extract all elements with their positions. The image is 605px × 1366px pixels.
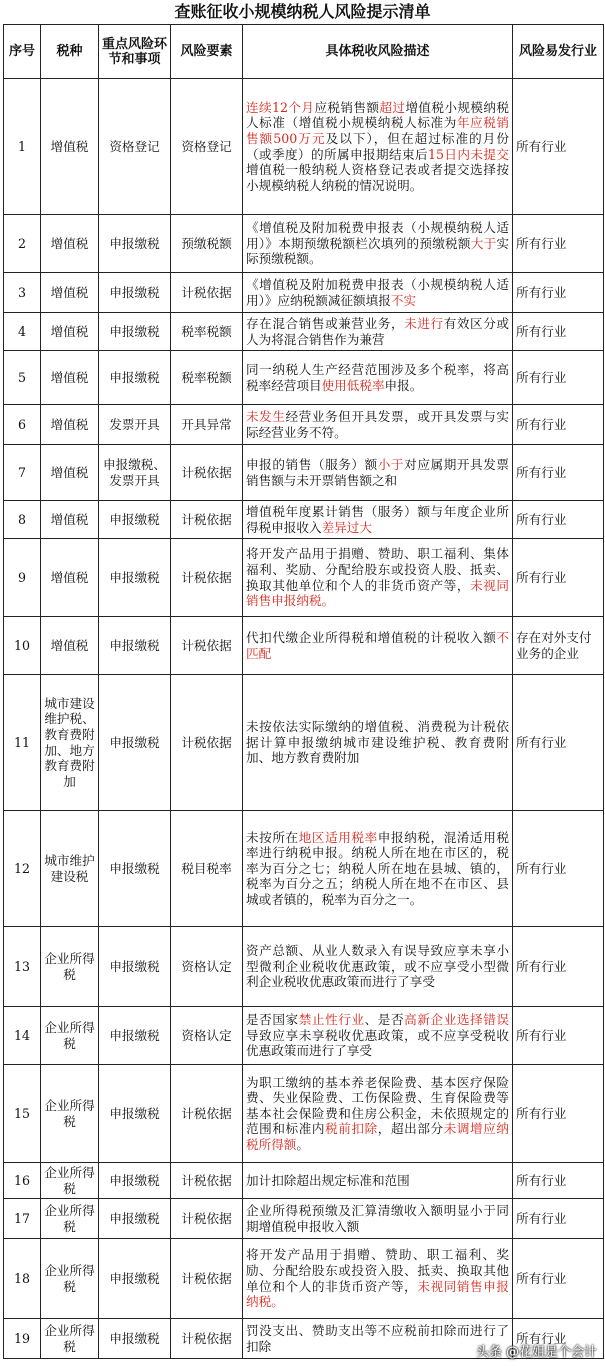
cell-industry: 所有行业 xyxy=(513,1065,604,1163)
cell-element: 预缴税额 xyxy=(171,215,243,273)
cell-industry: 所有行业 xyxy=(513,675,604,811)
cell-element: 计税依据 xyxy=(171,617,243,675)
desc-text: 应税销售额 xyxy=(314,99,380,115)
cell-industry: 所有行业 xyxy=(513,539,604,617)
desc-text: 同一纳税人生产经营范围涉及多个税率，将高税率经营项目 xyxy=(246,361,509,393)
highlight-text: 不匹配 xyxy=(246,629,509,661)
table-row xyxy=(4,1007,604,1065)
table-row xyxy=(4,1199,604,1239)
cell-desc xyxy=(243,273,513,313)
cell-no: 17 xyxy=(4,1199,41,1239)
cell-no: 16 xyxy=(4,1163,41,1199)
cell-desc xyxy=(243,1065,513,1163)
cell-no: 4 xyxy=(4,313,41,351)
cell-desc xyxy=(243,501,513,539)
cell-stage: 申报缴税 xyxy=(99,811,171,927)
cell-stage: 申报缴税 xyxy=(99,675,171,811)
cell-industry: 所有行业 xyxy=(513,927,604,1007)
cell-industry: 所有行业 xyxy=(513,1319,604,1359)
desc-text: 对应属期开具发票销售额与未开票销售额之和 xyxy=(246,456,510,488)
cell-stage: 申报缴税 xyxy=(99,617,171,675)
cell-no: 9 xyxy=(4,539,41,617)
cell-stage: 申报缴税 xyxy=(99,313,171,351)
highlight-text: 连续12个月 xyxy=(246,99,315,115)
table-row xyxy=(4,215,604,273)
table-row xyxy=(4,501,604,539)
cell-no: 5 xyxy=(4,351,41,405)
table-row xyxy=(4,1163,604,1199)
table-header-row xyxy=(4,25,604,79)
cell-tax: 增值税 xyxy=(41,351,99,405)
highlight-text: 不实 xyxy=(390,292,417,308)
highlight-text: 禁止性行业 xyxy=(298,1012,365,1028)
highlight-text: 差异过大 xyxy=(321,519,372,535)
desc-text: 是否国家 xyxy=(246,1012,299,1028)
cell-industry: 所有行业 xyxy=(513,79,604,215)
watermark: 头条 @花姐是个会计 xyxy=(475,1345,597,1360)
cell-tax: 增值税 xyxy=(41,273,99,313)
header-element: 风险要素 xyxy=(171,25,243,79)
cell-stage: 申报缴税 xyxy=(99,1199,171,1239)
cell-tax: 城市建设维护税、教育费附加、地方教育费附加 xyxy=(41,675,99,811)
cell-tax: 企业所得税 xyxy=(41,1199,99,1239)
highlight-text: 使用低税率 xyxy=(321,377,385,393)
desc-text: 增值税一般纳税人资格登记表或者提交选择按小规模纳税人纳税的情况说明。 xyxy=(246,162,509,193)
cell-no: 8 xyxy=(4,501,41,539)
cell-element: 税目税率 xyxy=(171,811,243,927)
table-row xyxy=(4,351,604,405)
highlight-text: 未进行 xyxy=(404,315,444,331)
cell-desc xyxy=(243,351,513,405)
desc-text: 加计扣除超出规定标准和范围 xyxy=(246,1172,410,1188)
cell-stage: 申报缴税 xyxy=(99,501,171,539)
header-tax: 税种 xyxy=(41,25,99,79)
cell-desc xyxy=(243,405,513,445)
page-title: 查账征收小规模纳税人风险提示清单 xyxy=(174,2,431,21)
cell-tax: 城市维护建设税 xyxy=(41,811,99,927)
cell-element: 计税依据 xyxy=(171,1239,243,1319)
desc-text: 经营业务但开具发票，或开具发票与实际经营业务不符。 xyxy=(246,408,510,440)
desc-text: 增值税年度累计销售（服务）额与年度企业所得税申报收入 xyxy=(246,503,509,535)
cell-stage: 申报缴税 xyxy=(99,1007,171,1065)
cell-element: 计税依据 xyxy=(171,1319,243,1359)
highlight-text: 小于 xyxy=(377,456,405,472)
cell-desc xyxy=(243,1007,513,1065)
cell-tax: 增值税 xyxy=(41,617,99,675)
highlight-text: 未发生 xyxy=(246,408,286,424)
cell-no: 14 xyxy=(4,1007,41,1065)
table-row xyxy=(4,539,604,617)
cell-element: 资格认定 xyxy=(171,1007,243,1065)
cell-element: 税率税额 xyxy=(171,313,243,351)
highlight-text: 未视同销售申报纳税。 xyxy=(246,1278,510,1310)
table-row xyxy=(4,273,604,313)
header-desc: 具体税收风险描述 xyxy=(243,25,513,79)
cell-element: 计税依据 xyxy=(171,445,243,501)
table-body xyxy=(4,79,604,1359)
cell-tax: 企业所得税 xyxy=(41,1319,99,1359)
cell-element: 计税依据 xyxy=(171,1199,243,1239)
cell-no: 13 xyxy=(4,927,41,1007)
cell-desc xyxy=(243,445,513,501)
desc-text: 、是否 xyxy=(364,1012,405,1028)
cell-tax: 增值税 xyxy=(41,215,99,273)
cell-no: 18 xyxy=(4,1239,41,1319)
desc-text: ，超出部分 xyxy=(377,1121,444,1137)
cell-no: 3 xyxy=(4,273,41,313)
cell-desc xyxy=(243,313,513,351)
cell-no: 1 xyxy=(4,79,41,215)
table-row xyxy=(4,675,604,811)
table-row xyxy=(4,313,604,351)
table-row xyxy=(4,1239,604,1319)
desc-text: 未按依法实际缴纳的增值税、消费税为计税依据计算申报缴纳城市建设维护税、教育费附加、地方教育费附加 xyxy=(246,719,509,766)
header-industry: 风险易发行业 xyxy=(513,25,604,79)
desc-text: 。 xyxy=(296,1136,309,1152)
header-no: 序号 xyxy=(4,25,41,79)
cell-stage: 申报缴税 xyxy=(99,1319,171,1359)
desc-text: 为职工缴纳的基本养老保险费、基本医疗保险费、失业保险费、工伤保险费、生育保险费等基本社会保险费和住房公积金，未依照规定的范围和标准内 xyxy=(246,1074,509,1137)
cell-element: 资格登记 xyxy=(171,79,243,215)
desc-text: 资产总额、从业人数录入有误导致应享未享小型微利企业税收优惠政策，或不应享受小型微利企业税收优惠政策而进行了享受 xyxy=(246,943,509,990)
highlight-text: 高新企业选择错误 xyxy=(404,1012,510,1028)
cell-element: 计税依据 xyxy=(171,501,243,539)
desc-text: 申报纳税，混淆适用税率进行纳税申报。纳税人所在地在市区的，税率为百分之七；纳税人所在地在县城、镇的，税率为百分之五；纳税人所在地不在市区、县城或者镇的，税率为百分之一。 xyxy=(246,829,510,907)
cell-element: 计税依据 xyxy=(171,1163,243,1199)
cell-no: 12 xyxy=(4,811,41,927)
cell-stage: 申报缴税 xyxy=(99,273,171,313)
desc-text: 导致应享未享税收优惠政策，或不应享受税收优惠政策而进行了享受 xyxy=(246,1027,509,1059)
risk-table xyxy=(3,24,604,1359)
cell-desc xyxy=(243,1199,513,1239)
desc-text: 增值税小规模纳税人标准（增值税小规模纳税人标准为 xyxy=(246,99,510,131)
header-stage: 重点风险环节和事项 xyxy=(99,25,171,79)
cell-stage: 申报缴税、发票开具 xyxy=(99,445,171,501)
cell-tax: 增值税 xyxy=(41,79,99,215)
cell-desc xyxy=(243,1239,513,1319)
cell-stage: 申报缴税 xyxy=(99,1163,171,1199)
cell-industry: 所有行业 xyxy=(513,1163,604,1199)
cell-industry: 所有行业 xyxy=(513,351,604,405)
table-row xyxy=(4,1065,604,1163)
cell-stage: 申报缴税 xyxy=(99,927,171,1007)
cell-tax: 增值税 xyxy=(41,445,99,501)
desc-text: 未按所在 xyxy=(246,829,299,845)
cell-element: 税率税额 xyxy=(171,351,243,405)
table-row xyxy=(4,927,604,1007)
desc-text: 申报的销售（服务）额 xyxy=(246,456,378,472)
table-row xyxy=(4,811,604,927)
cell-tax: 企业所得税 xyxy=(41,1163,99,1199)
cell-industry: 所有行业 xyxy=(513,405,604,445)
cell-stage: 申报缴税 xyxy=(99,215,171,273)
desc-text: 及以下），但在超过标准的月份（或季度）的所属申报期结束后 xyxy=(246,130,509,162)
cell-desc xyxy=(243,1163,513,1199)
cell-stage: 申报缴税 xyxy=(99,539,171,617)
cell-stage: 申报缴税 xyxy=(99,1239,171,1319)
cell-no: 15 xyxy=(4,1065,41,1163)
cell-desc xyxy=(243,1319,513,1359)
cell-no: 10 xyxy=(4,617,41,675)
cell-tax: 企业所得税 xyxy=(41,1239,99,1319)
cell-desc xyxy=(243,79,513,215)
cell-desc xyxy=(243,811,513,927)
cell-stage: 申报缴税 xyxy=(99,1065,171,1163)
cell-desc xyxy=(243,215,513,273)
highlight-text: 年应税销售额500万元 xyxy=(246,115,510,146)
cell-desc xyxy=(243,539,513,617)
cell-tax: 增值税 xyxy=(41,405,99,445)
cell-tax: 增值税 xyxy=(41,501,99,539)
desc-text: 罚没支出、赞助支出等不应税前扣除而进行了扣除 xyxy=(246,1322,509,1354)
desc-text: 《增值税及附加税费申报表（小规模纳税人适用）》本期预缴税额栏次填列的预缴税额 xyxy=(246,220,509,251)
highlight-text: 大于 xyxy=(470,235,497,251)
cell-industry: 所有行业 xyxy=(513,811,604,927)
desc-text: 将开发产品用于捐赠、赞助、职工福利、集体福利、奖励、分配给股东或投资人股、抵卖、换取其他单位和个人的非货币资产等， xyxy=(246,546,509,593)
cell-no: 19 xyxy=(4,1319,41,1359)
cell-tax: 增值税 xyxy=(41,539,99,617)
desc-text: 《增值税及附加税费申报表（小规模纳税人适用）》应纳税额减征额填报 xyxy=(246,276,509,308)
cell-element: 开具异常 xyxy=(171,405,243,445)
cell-desc xyxy=(243,617,513,675)
cell-industry: 所有行业 xyxy=(513,215,604,273)
cell-stage: 申报缴税 xyxy=(99,351,171,405)
desc-text: 存在混合销售或兼营业务， xyxy=(246,315,405,331)
desc-text: 企业所得税预缴及汇算清缴收入额明显小于同期增值税申报收入额 xyxy=(246,1202,509,1234)
cell-tax: 企业所得税 xyxy=(41,1065,99,1163)
highlight-text: 未视同销售申报纳税。 xyxy=(246,577,510,609)
cell-no: 2 xyxy=(4,215,41,273)
highlight-text: 未调增应纳税所得额 xyxy=(246,1121,510,1152)
cell-element: 计税依据 xyxy=(171,539,243,617)
highlight-text: 超过 xyxy=(379,99,406,115)
table-row xyxy=(4,445,604,501)
cell-tax: 增值税 xyxy=(41,313,99,351)
cell-stage: 资格登记 xyxy=(99,79,171,215)
desc-text: 有效区分或人为将混合销售作为兼营 xyxy=(246,315,510,347)
desc-text: 申报。 xyxy=(384,377,423,393)
cell-industry: 所有行业 xyxy=(513,1199,604,1239)
cell-industry: 存在对外支付业务的企业 xyxy=(513,617,604,675)
cell-stage: 发票开具 xyxy=(99,405,171,445)
cell-industry: 所有行业 xyxy=(513,501,604,539)
cell-industry: 所有行业 xyxy=(513,1007,604,1065)
cell-industry: 所有行业 xyxy=(513,445,604,501)
highlight-text: 15日内未提交 xyxy=(427,146,510,162)
cell-industry: 所有行业 xyxy=(513,273,604,313)
table-row xyxy=(4,405,604,445)
cell-tax: 企业所得税 xyxy=(41,927,99,1007)
cell-industry: 所有行业 xyxy=(513,1239,604,1319)
desc-text: 代扣代缴企业所得税和增值税的计税收入额 xyxy=(246,629,497,645)
table-row xyxy=(4,617,604,675)
highlight-text: 地区适用税率 xyxy=(298,829,378,845)
cell-no: 7 xyxy=(4,445,41,501)
highlight-text: 税前扣除 xyxy=(325,1121,378,1137)
cell-element: 计税依据 xyxy=(171,675,243,811)
desc-text: 将开发产品用于捐赠、赞助、职工福利、奖励、分配给股东或投资入股、抵卖、换取其他单位和个人的非货币资产等， xyxy=(246,1247,509,1294)
cell-tax: 企业所得税 xyxy=(41,1007,99,1065)
cell-element: 资格认定 xyxy=(171,927,243,1007)
cell-no: 11 xyxy=(4,675,41,811)
cell-element: 计税依据 xyxy=(171,273,243,313)
cell-element: 计税依据 xyxy=(171,1065,243,1163)
cell-no: 6 xyxy=(4,405,41,445)
cell-industry: 所有行业 xyxy=(513,313,604,351)
cell-desc xyxy=(243,927,513,1007)
cell-desc xyxy=(243,675,513,811)
table-row xyxy=(4,79,604,215)
desc-text: 实际预缴税额。 xyxy=(246,235,509,267)
